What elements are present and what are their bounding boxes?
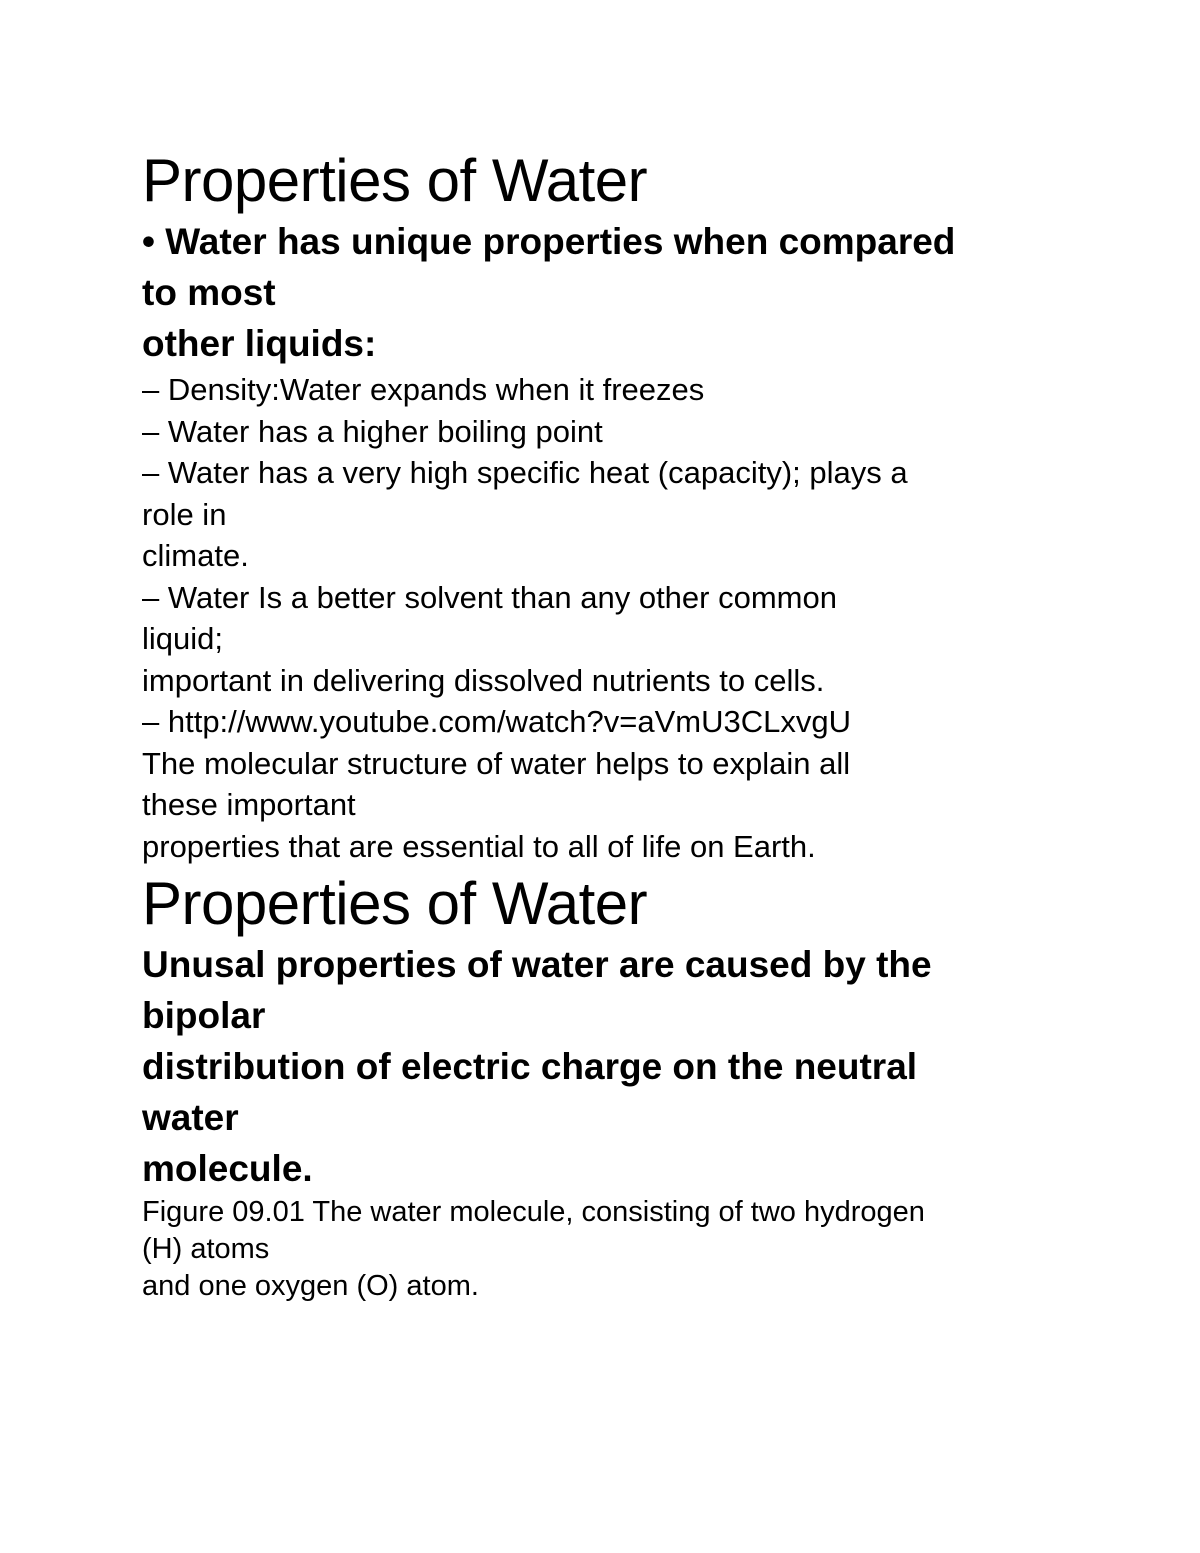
section-1-body-line: – Density:Water expands when it freezes — [142, 372, 705, 407]
section-2-intro-line: molecule. — [142, 1148, 313, 1189]
figure-caption-line: and one oxygen (O) atom. — [142, 1270, 479, 1302]
document-content — [142, 146, 1062, 1305]
section-1-intro-line: • Water has unique properties when compared — [142, 221, 956, 262]
section-1-body-line: role in — [142, 496, 227, 532]
section-1-body-line: important in delivering dissolved nutrients to cells. — [142, 662, 825, 698]
section-2-intro-line: bipolar — [142, 995, 266, 1036]
section-1-body-line: these important — [142, 787, 356, 822]
figure-caption-line: (H) atoms — [142, 1233, 270, 1265]
section-2-intro-line: distribution of electric charge on the neutral — [142, 1046, 918, 1087]
section-1-body-line: – Water Is a better solvent than any other common — [142, 579, 837, 615]
youtube-link-text: – http://www.youtube.com/watch?v=aVmU3CLxvgU — [142, 704, 852, 739]
section-1-body-line: liquid; — [142, 621, 223, 656]
section-1-intro-line: to most — [142, 272, 276, 313]
section-1-body-line: climate. — [142, 538, 249, 573]
section-1-body-line: – Water has a higher boiling point — [142, 413, 603, 449]
section-2-intro-line: water — [142, 1097, 239, 1138]
section-1-body-line: – Water has a very high specific heat (capacity); plays a — [142, 455, 908, 490]
section-1-body-line: properties that are essential to all of life on Earth. — [142, 828, 816, 864]
section-1-title: Properties of Water — [142, 147, 648, 214]
section-1-body-line: The molecular structure of water helps to explain all — [142, 745, 851, 781]
section-1-intro-line: other liquids: — [142, 323, 377, 364]
section-2-intro-line: Unusal properties of water are caused by the — [142, 944, 932, 985]
figure-caption-line: Figure 09.01 The water molecule, consisting of two hydrogen — [142, 1196, 925, 1228]
section-2-title: Properties of Water — [142, 870, 648, 937]
